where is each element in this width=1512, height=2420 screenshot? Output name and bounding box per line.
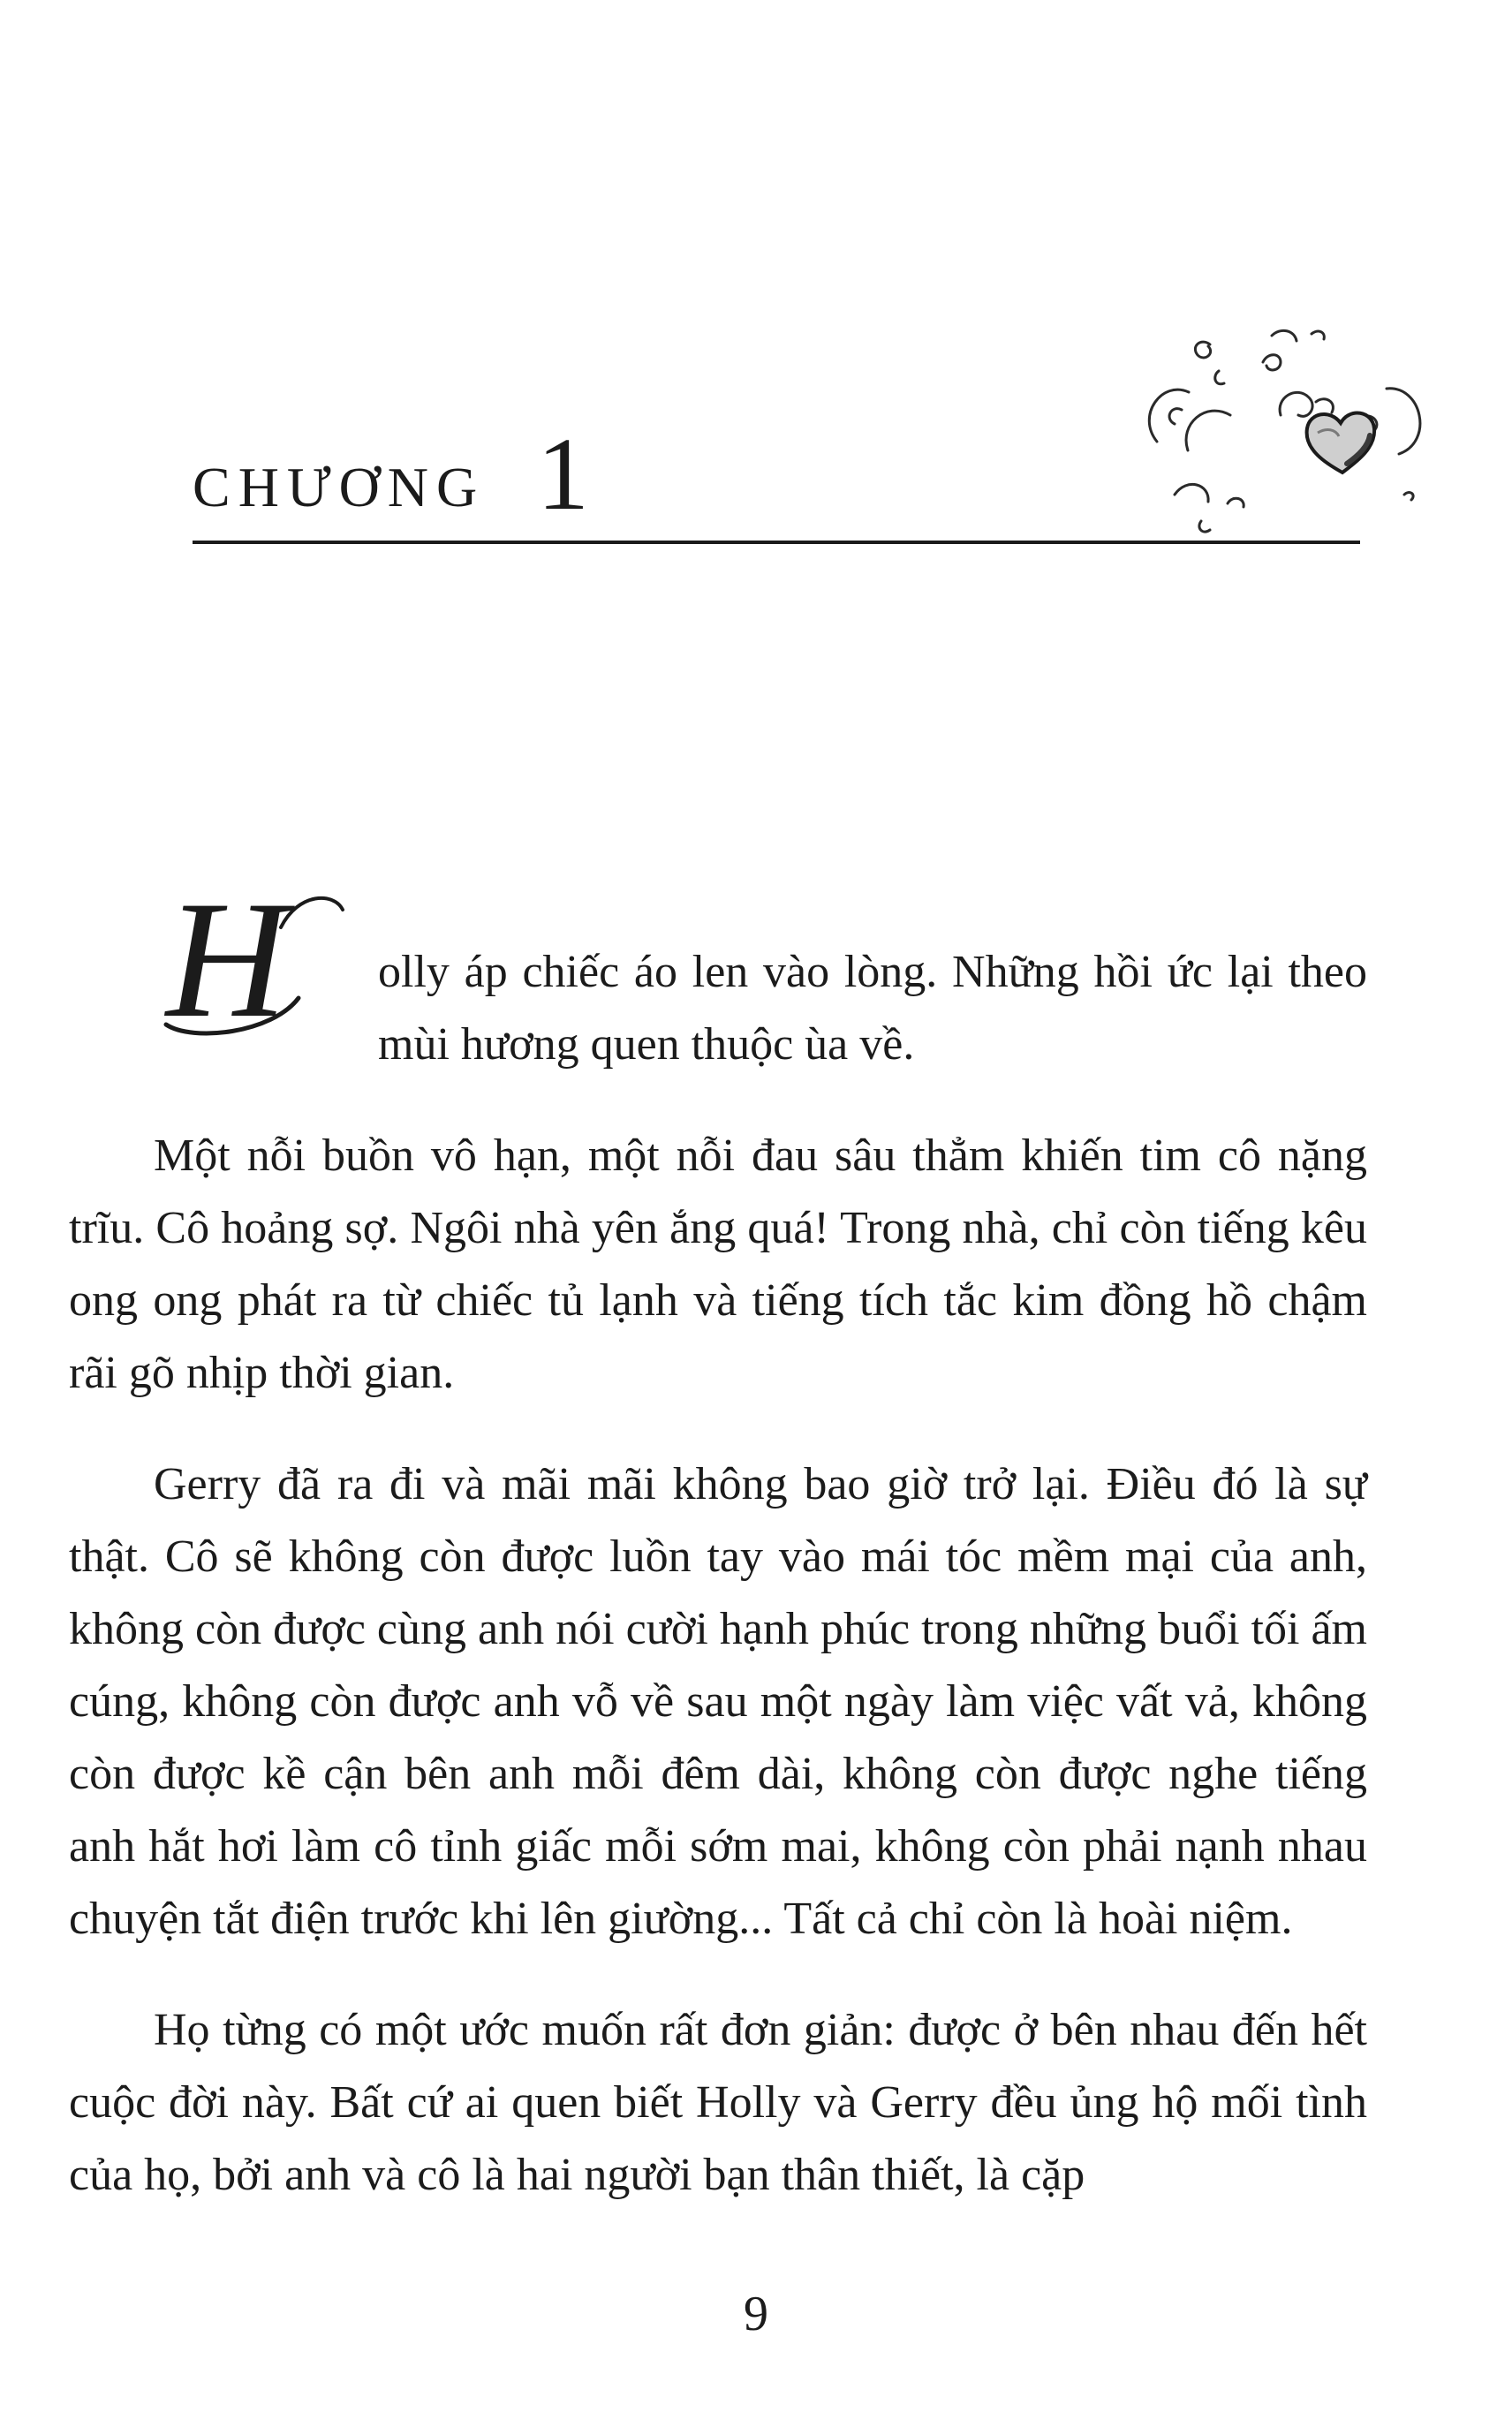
paragraph-3: Gerry đã ra đi và mãi mãi không bao giờ trở lại. Điều đó là sự thật. Cô sẽ không còn được luồn tay vào mái tóc mềm mại của anh, không còn được cùng anh nói cười hạnh phúc trong những buổi tối ấm cúng, không còn được anh vỗ về sau một ngày làm việc vất vả, không còn được kề cận bên anh mỗi đêm dài, không còn được nghe tiếng anh hắt hơi làm cô tỉnh giấc mỗi sớm mai, không còn phải nạnh nhau chuyện tắt điện trước khi lên giường... Tất cả chỉ còn là hoài niệm. — [69, 1459, 1367, 1944]
chapter-divider — [193, 541, 1360, 544]
paragraph-4: Họ từng có một ước muốn rất đơn giản: được ở bên nhau đến hết cuộc đời này. Bất cứ ai quen biết Holly và Gerry đều ủng hộ mối tình của họ, bởi anh và cô là hai người bạn thân thiết, là cặp — [69, 2005, 1367, 2200]
paragraph-2: Một nỗi buồn vô hạn, một nỗi đau sâu thẳm khiến tim cô nặng trĩu. Cô hoảng sợ. Ngôi nhà yên ắng quá! Trong nhà, chỉ còn tiếng kêu ong ong phát ra từ chiếc tủ lạnh và tiếng tích tắc kim đồng hồ chậm rãi gõ nhịp thời gian. — [69, 1131, 1367, 1398]
chapter-label: CHƯƠNG — [193, 456, 486, 518]
chapter-body — [69, 892, 1367, 2250]
heart-swirl-icon — [1122, 318, 1440, 548]
paragraph-1 — [69, 892, 1367, 1081]
dropcap-letter — [157, 892, 369, 1040]
svg-text:H: H — [166, 892, 288, 1040]
page-number: 9 — [744, 2287, 768, 2341]
paragraph-1-text: olly áp chiếc áo len vào lòng. Những hồi ức lại theo mùi hương quen thuộc ùa về. — [378, 947, 1367, 1070]
chapter-number: 1 — [537, 416, 589, 532]
